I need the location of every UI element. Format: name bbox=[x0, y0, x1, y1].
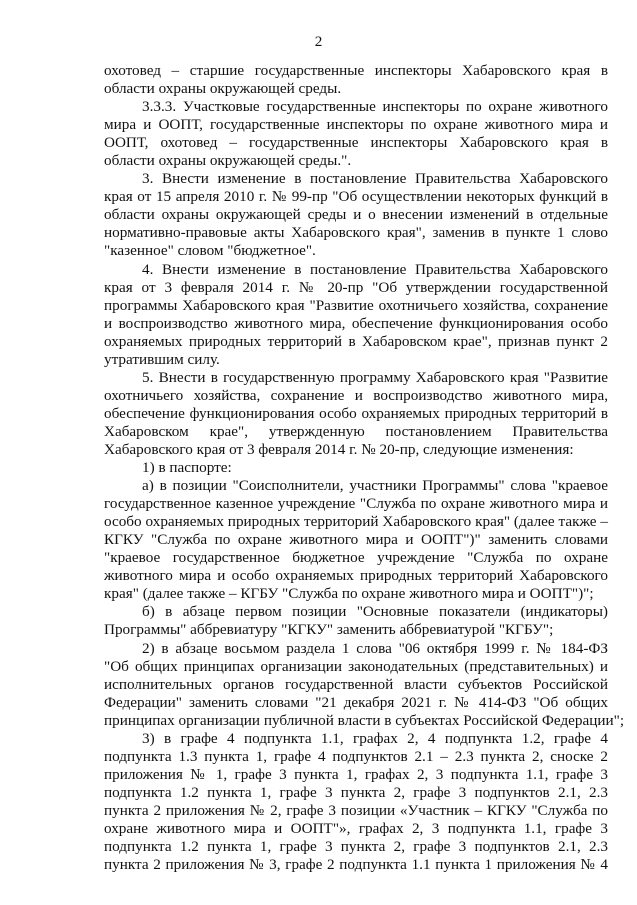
text-line: охране животного мира и ООПТ"», графах 2, 3 подпункта 1.1, графе 3 bbox=[104, 819, 608, 837]
text-line: 3.3.3. Участковые государственные инспекторы по охране животного bbox=[142, 98, 608, 116]
document-body bbox=[104, 62, 625, 874]
text-line: особо охраняемых природных территорий Хабаровского края" (далее также – bbox=[104, 513, 608, 531]
text-line: охраняемых природных территорий в Хабаровском крае", признав пункт 2 bbox=[104, 332, 608, 350]
text-line: Федерации" заменить словами "21 декабря 2021 г. № 414-ФЗ "Об общих bbox=[104, 693, 608, 711]
text-line: края от 15 апреля 2010 г. № 99-пр "Об осуществлении некоторых функций в bbox=[104, 188, 608, 206]
text-line: 4. Внести изменение в постановление Правительства Хабаровского bbox=[142, 260, 608, 278]
text-line: 1) в паспорте: bbox=[142, 459, 232, 477]
text-line: охотничьего хозяйства, сохранение и воспроизводство животного мира, bbox=[104, 386, 608, 404]
text-line: программы Хабаровского края "Развитие охотничьего хозяйства, сохранение bbox=[104, 296, 608, 314]
text-line: нормативно-правовые акты Хабаровского края", заменив в пункте 1 слово bbox=[104, 224, 608, 242]
text-line: утратившим силу. bbox=[104, 350, 220, 368]
text-line: подпункта 1.2 пункта 1, графе 3 пункта 2, графе 3 подпунктов 2.1, 2.3 bbox=[104, 783, 608, 801]
text-line: Хабаровского края от 3 февраля 2014 г. № 20-пр, следующие изменения: bbox=[104, 440, 574, 458]
text-line: края" (далее также – КГБУ "Служба по охране животного мира и ООПТ")"; bbox=[104, 585, 594, 603]
text-line: животного мира и особо охраняемых природных территорий Хабаровского bbox=[104, 567, 608, 585]
text-line: 3) в графе 4 подпункта 1.1, графах 2, 4 подпункта 1.2, графе 4 bbox=[142, 729, 608, 747]
text-line: ООПТ, охотовед – государственные инспекторы Хабаровского края в bbox=[104, 134, 608, 152]
text-line: 5. Внести в государственную программу Хабаровского края "Развитие bbox=[142, 368, 608, 386]
text-line: исполнительных органов государственной власти субъектов Российской bbox=[104, 675, 608, 693]
text-line: 2) в абзаце восьмом раздела 1 слова "06 октября 1999 г. № 184-ФЗ bbox=[142, 639, 608, 657]
text-line: области охраны окружающей среды.". bbox=[104, 152, 352, 170]
text-line: подпункта 1.3 пункта 1, графе 4 подпунктов 2.1 – 2.3 пункта 2, сноске 2 bbox=[104, 747, 608, 765]
text-line: области охраны окружающей среды и о внесении изменений в отдельные bbox=[104, 206, 608, 224]
text-line: КГКУ "Служба по охране животного мира и ООПТ")" заменить словами bbox=[104, 531, 608, 549]
text-line: подпункта 1.2 пункта 1, графе 3 пункта 2, графе 3 подпунктов 2.1, 2.3 bbox=[104, 838, 608, 856]
text-line: области охраны окружающей среды. bbox=[104, 80, 342, 98]
text-line: "казенное" словом "бюджетное". bbox=[104, 242, 316, 260]
text-line: края от 3 февраля 2014 г. № 20-пр "Об утверждении государственной bbox=[104, 278, 608, 296]
text-line: б) в абзаце первом позиции "Основные показатели (индикаторы) bbox=[142, 603, 608, 621]
text-line: Программы" аббревиатуру "КГКУ" заменить аббревиатурой "КГБУ"; bbox=[104, 621, 554, 639]
text-line: пункта 2 приложения № 3, графе 2 подпункта 1.1 пункта 1 приложения № 4 bbox=[104, 856, 608, 874]
text-line: "Об общих принципах организации законодательных (представительных) и bbox=[104, 657, 608, 675]
text-line: и воспроизводство животного мира, обеспечение функционирования особо bbox=[104, 314, 608, 332]
text-line: пункта 2 приложения № 2, графе 3 позиции «Участник – КГКУ "Служба по bbox=[104, 801, 608, 819]
text-line: принципах организации публичной власти в субъектах Российской Федерации"; bbox=[104, 711, 625, 729]
text-line: Хабаровском крае", утвержденную постановлением Правительства bbox=[104, 422, 608, 440]
text-line: мира и ООПТ, государственные инспекторы по охране животного мира и bbox=[104, 116, 608, 134]
text-line: обеспечение функционирования особо охраняемых природных территорий в bbox=[104, 404, 608, 422]
text-line: охотовед – старшие государственные инспекторы Хабаровского края в bbox=[104, 62, 608, 79]
text-line: а) в позиции "Соисполнители, участники Программы" слова "краевое bbox=[142, 477, 608, 495]
text-line: приложения № 1, графе 3 пункта 1, графах 2, 3 подпункта 1.1, графе 3 bbox=[104, 765, 608, 783]
text-line: 3. Внести изменение в постановление Правительства Хабаровского bbox=[142, 170, 608, 188]
page-number: 2 bbox=[314, 33, 323, 50]
text-line: государственное казенное учреждение "Служба по охране животного мира и bbox=[104, 495, 608, 513]
text-line: "краевое государственное бюджетное учреждение "Служба по охране bbox=[104, 549, 608, 567]
